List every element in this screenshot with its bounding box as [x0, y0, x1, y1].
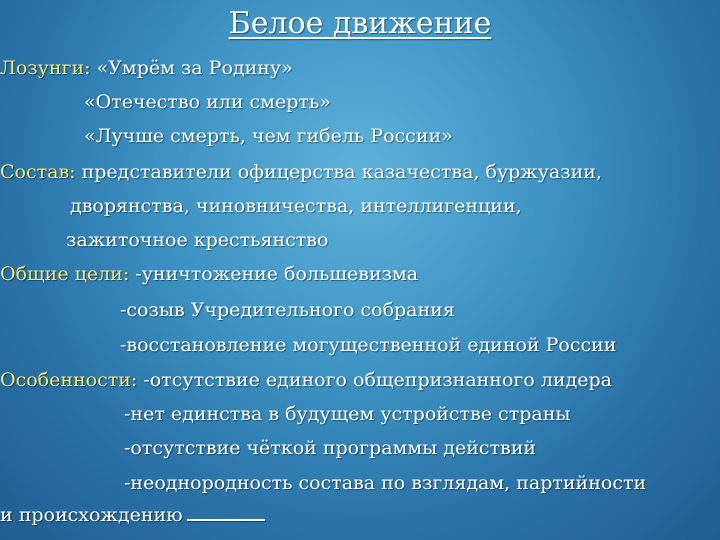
goal-item: -восстановление могущественной единой России — [120, 334, 617, 356]
slogans-label: Лозунги: — [0, 57, 91, 79]
feature-item: -нет единства в будущем устройстве страны — [124, 403, 571, 425]
feature-item-continuation — [0, 503, 265, 527]
feature-item: -отсутствие единого общепризнанного лидера — [143, 369, 613, 391]
slide-title: Белое движение — [228, 6, 492, 41]
goals-line-1 — [0, 262, 418, 286]
goals-label: Общие цели: — [0, 263, 130, 285]
composition-label: Состав: — [0, 161, 76, 183]
composition-text: дворянства, чиновничества, интеллигенции, — [70, 195, 522, 217]
slogan-item: «Отечество или смерть» — [84, 91, 331, 113]
goal-item: -созыв Учредительного собрания — [120, 299, 455, 321]
features-line-1 — [0, 368, 612, 392]
composition-text: представители офицерства казачества, буржуазии, — [81, 161, 603, 183]
slogan-item: «Умрём за Родину» — [96, 57, 293, 79]
slogan-item: «Лучше смерть, чем гибель России» — [84, 125, 453, 147]
feature-item-tail: и происхождению — [0, 504, 183, 526]
features-label: Особенности: — [0, 369, 138, 391]
goal-item: -уничтожение большевизма — [135, 263, 419, 285]
slogans-line-1 — [0, 56, 293, 80]
fill-in-blank — [187, 519, 265, 521]
composition-text: зажиточное крестьянство — [66, 229, 329, 251]
feature-item: -неоднородность состава по взглядам, партийности — [124, 472, 647, 494]
feature-item: -отсутствие чёткой программы действий — [124, 437, 537, 459]
composition-line-1 — [0, 160, 602, 184]
